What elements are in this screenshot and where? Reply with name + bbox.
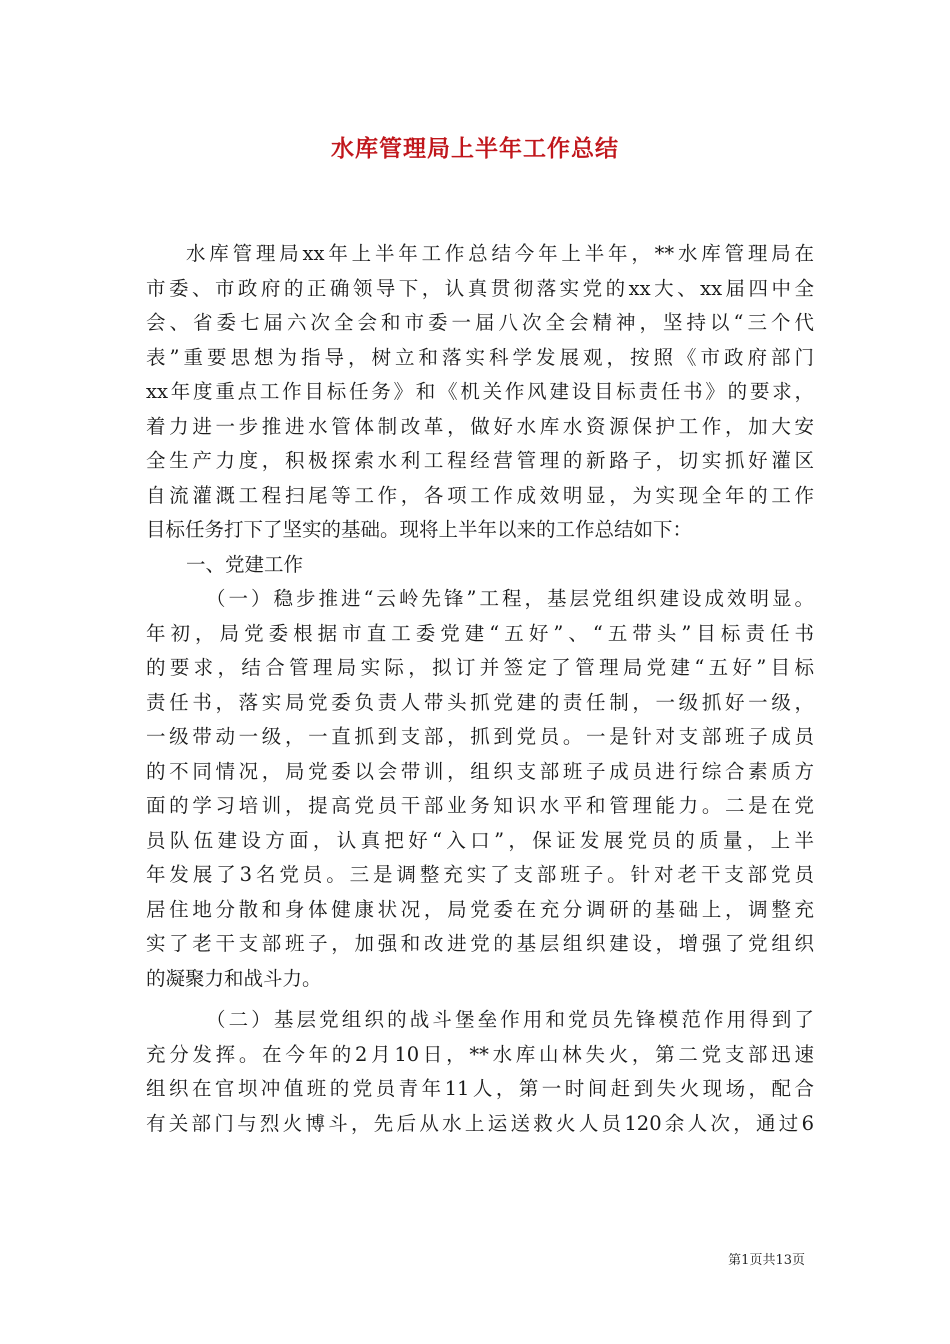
text-line: 着力进一步推进水管体制改革，做好水库水资源保护工作，加大安 [146, 414, 814, 438]
page-number-footer: 第1页共13页 [728, 1253, 805, 1268]
text-line: 年初，局党委根据市直工委党建“五好”、“五带头”目标责任书 [146, 621, 814, 645]
text-line: 组织在官坝冲值班的党员青年11人，第一时间赶到失火现场，配合 [146, 1077, 814, 1100]
text-line: 实了老干支部班子，加强和改进党的基层组织建设，增强了党组织 [146, 932, 814, 955]
document-body [146, 237, 814, 1141]
text-line: 市委、市政府的正确领导下，认真贯彻落实党的xx大、xx届四中全 [146, 276, 814, 300]
text-line: xx年度重点工作目标任务》和《机关作风建设目标责任书》的要求， [146, 380, 814, 403]
text-line: 责任书，落实局党委负责人带头抓党建的责任制，一级抓好一级， [146, 690, 814, 714]
text-line: 充分发挥。在今年的2月10日，**水库山林失火，第二党支部迅速 [146, 1042, 814, 1066]
text-line: 目标任务打下了坚实的基础。现将上半年以来的工作总结如下： [146, 518, 693, 541]
text-line: 居住地分散和身体健康状况，局党委在充分调研的基础上，调整充 [146, 897, 814, 921]
text-line: （二）基层党组织的战斗堡垒作用和党员先锋模范作用得到了 [206, 1008, 814, 1031]
paragraph-party-building-2 [146, 1003, 814, 1141]
text-line: 会、省委七届六次全会和市委一届八次全会精神，坚持以“三个代 [146, 311, 814, 334]
text-line: 有关部门与烈火博斗，先后从水上运送救火人员120余人次，通过6 [146, 1111, 814, 1135]
paragraph-intro [146, 237, 814, 548]
text-line: 员队伍建设方面，认真把好“入口”，保证发展党员的质量，上半 [146, 828, 814, 852]
text-line: 的要求，结合管理局实际，拟订并签定了管理局党建“五好”目标 [146, 656, 814, 679]
text-line: 的凝聚力和战斗力。 [146, 966, 322, 990]
text-line: 自流灌溉工程扫尾等工作，各项工作成效明显，为实现全年的工作 [146, 483, 814, 507]
text-line: （一）稳步推进“云岭先锋”工程，基层党组织建设成效明显。 [206, 587, 814, 610]
text-line: 面的学习培训，提高党员干部业务知识水平和管理能力。二是在党 [146, 794, 814, 817]
text-line: 的不同情况，局党委以会带训，组织支部班子成员进行综合素质方 [146, 759, 814, 783]
text-line: 年发展了3名党员。三是调整充实了支部班子。针对老干支部党员 [146, 863, 814, 886]
text-line: 表”重要思想为指导，树立和落实科学发展观，按照《市政府部门 [146, 345, 814, 369]
document-title: 水库管理局上半年工作总结 [331, 136, 619, 162]
text-line: 水库管理局xx年上半年工作总结今年上半年，**水库管理局在 [186, 242, 814, 265]
section-heading: 一、党建工作 [186, 552, 304, 576]
paragraph-party-building-1 [146, 582, 814, 996]
text-line: 全生产力度，积极探索水利工程经营管理的新路子，切实抓好灌区 [146, 449, 814, 472]
text-line: 一级带动一级，一直抓到支部，抓到党员。一是针对支部班子成员 [146, 725, 814, 748]
